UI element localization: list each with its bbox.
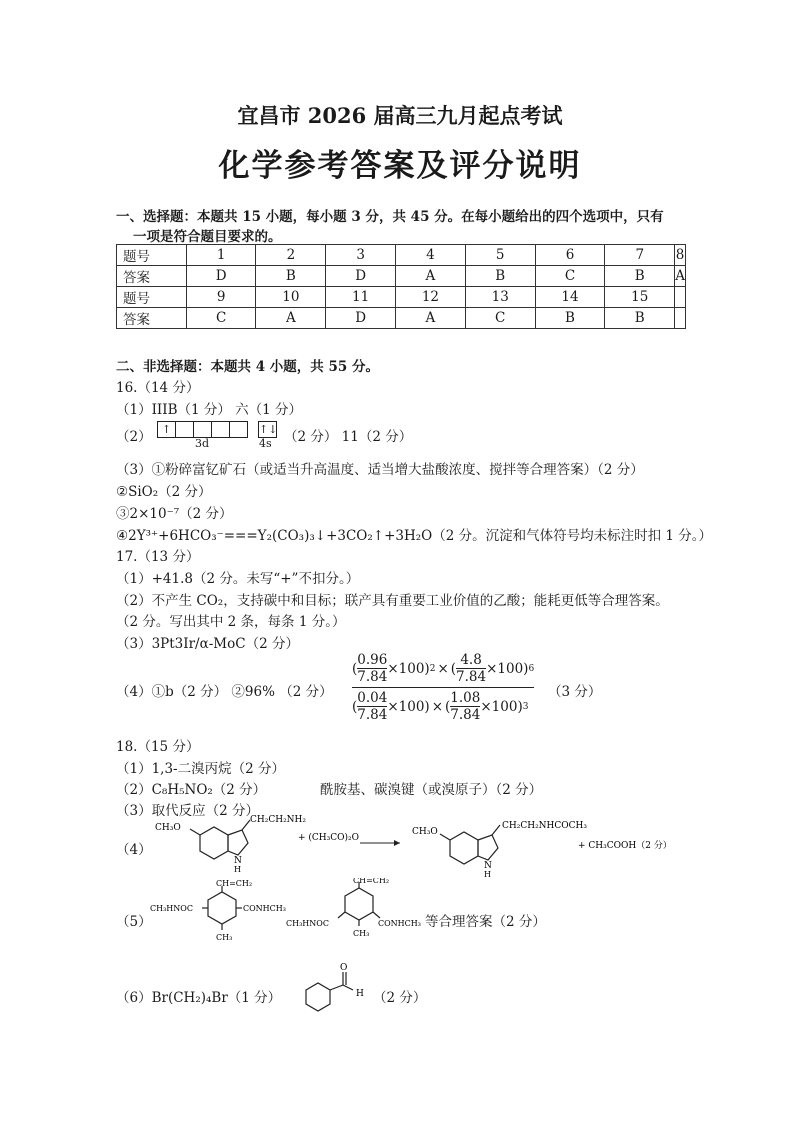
denominator: 7.84 (450, 707, 481, 723)
orbital-diagram-3d (157, 419, 247, 438)
table-cell: 题号 (117, 287, 187, 308)
amide-right-1: CONHCH₃ (243, 904, 286, 913)
q18-line1: （1）1,3-二溴丙烷（2 分） (116, 761, 286, 777)
table-cell: 10 (256, 287, 326, 308)
table-cell: 1 (186, 245, 256, 266)
table-cell: 7 (605, 245, 675, 266)
table-cell: A (675, 266, 686, 287)
amide-left-1: CH₃HNOC (150, 904, 193, 913)
table-cell: B (256, 266, 326, 287)
melatonin-structure (440, 825, 500, 864)
fraction (357, 652, 387, 685)
benzaldehyde-structure (298, 960, 368, 1015)
q16-line3: （3）①粉碎富钇矿石（或适当升高温度、适当增大盐酸浓度、搅拌等合理答案）（2 分） (116, 462, 644, 478)
numerator: 4.8 (460, 652, 482, 668)
numerator: 0.96 (357, 652, 388, 668)
paren: ( (450, 660, 457, 677)
numerator: 0.04 (357, 690, 388, 706)
answer-table (116, 244, 686, 329)
q18-line5-label: （5） (116, 914, 152, 930)
section1-line1: 一、选择题：本题共 15 小题，每小题 3 分，共 45 分。在每小题给出的四个选项中，只有 (116, 209, 664, 225)
orbital-box (175, 421, 194, 438)
amide-left-2: CH₃HNOC (286, 919, 329, 928)
table-cell: 5 (465, 245, 535, 266)
methyl-2: CH₃ (353, 929, 370, 938)
orbital-box (211, 421, 230, 438)
q17-line3: （2 分。写出其中 2 条，每条 1 分。） (116, 614, 346, 630)
orbital-diagram-4s (258, 419, 276, 438)
fraction (456, 652, 486, 685)
fraction-bar (352, 687, 534, 688)
q18-line6-score: （2 分） (373, 990, 427, 1006)
q17-line5-suffix: （3 分） (548, 684, 602, 700)
table-cell: 11 (326, 287, 396, 308)
multiply: × (437, 660, 449, 677)
table-cell: B (605, 266, 675, 287)
table-cell: 15 (605, 287, 675, 308)
table-cell: C (465, 308, 535, 329)
table-cell: C (535, 266, 605, 287)
table-cell: D (186, 266, 256, 287)
fraction-numerator (352, 652, 534, 685)
vinyl-2: CH=CH₂ (353, 878, 390, 885)
q18-line2a: （2）C₈H₅NO₂（2 分） (116, 782, 267, 798)
isomer1-ring (202, 886, 242, 930)
table-cell: 答案 (117, 266, 187, 287)
q16-line6: ④2Y³⁺+6HCO₃⁻===Y₂(CO₃)₃↓+3CO₂↑+3H₂O（2 分。沉淀和气体符号均未标注时扣 1 分。） (116, 528, 713, 544)
table-cell: A (396, 308, 466, 329)
table-cell: 8 (675, 245, 686, 266)
times-100: ×100) (486, 660, 529, 677)
table-cell: 14 (535, 287, 605, 308)
q17-line4: （3）3Pt3Ir/α-MoC（2 分） (116, 636, 299, 652)
denominator: 7.84 (456, 669, 487, 685)
q17-line2: （2）不产生 CO₂，支持碳中和目标；联产具有重要工业价值的乙酸；能耗更低等合理答案。 (116, 593, 669, 609)
q17-line1: （1）+41.8（2 分。未写“+”不扣分。） (116, 571, 360, 587)
q17-line5-prefix: （4）①b（2 分） ②96% （2 分） (116, 684, 333, 700)
q18-line5-note: 等合理答案（2 分） (425, 914, 546, 930)
multiply: × (431, 698, 444, 715)
table-cell: 4 (396, 245, 466, 266)
table-cell: B (465, 266, 535, 287)
table-cell: 答案 (117, 308, 187, 329)
denominator: 7.84 (357, 669, 388, 685)
q18-line2b: 酰胺基、碳溴键（或溴原子）（2 分） (320, 782, 543, 798)
nh-label-left: N (234, 856, 242, 866)
chain-left: CH₂CH₂NH₂ (250, 815, 307, 825)
table-row (117, 245, 686, 266)
times-100: ×100) (480, 698, 523, 715)
table-cell: 13 (465, 287, 535, 308)
melatonin-precursor-structure (190, 820, 250, 859)
section1-line2: 一项是符合题目要求的。 (133, 229, 282, 245)
h-label-left: H (234, 865, 241, 874)
exponent: 2 (429, 663, 436, 674)
isomer2-ring (338, 882, 380, 926)
times-100: ×100) (387, 698, 430, 715)
amide-right-2: CONHCH₃ (378, 919, 421, 928)
orbital-box: ↑↓ (259, 423, 278, 436)
orbital-box: ↑ (157, 421, 176, 438)
table-cell (675, 287, 686, 308)
methoxy-left: CH₃O (155, 823, 181, 833)
orbital-label-4s: 4s (259, 437, 272, 450)
table-cell: 3 (326, 245, 396, 266)
reagent: + (CH₃CO)₂O (298, 833, 360, 843)
nh-label-right: N (484, 861, 492, 871)
table-cell: 6 (535, 245, 605, 266)
chain-right: CH₂CH₂NHCOCH₃ (502, 821, 588, 831)
exam-title: 宜昌市 2026 届高三九月起点考试 (237, 103, 563, 128)
exponent: 3 (522, 701, 529, 712)
table-cell: A (396, 266, 466, 287)
table-cell: 12 (396, 287, 466, 308)
table-cell: B (535, 308, 605, 329)
q18-line6: （6）Br(CH₂)₄Br（1 分） (116, 990, 282, 1006)
reaction-scheme (150, 810, 690, 880)
numerator: 1.08 (450, 690, 481, 706)
methyl-1: CH₃ (216, 933, 233, 942)
table-cell: A (256, 308, 326, 329)
h-label-right: H (484, 870, 491, 879)
q16-line4: ②SiO₂（2 分） (116, 484, 212, 500)
equilibrium-fraction (352, 652, 534, 723)
q18-heading: 18.（15 分） (116, 739, 200, 755)
table-cell (675, 308, 686, 329)
document-subtitle: 化学参考答案及评分说明 (218, 148, 582, 184)
orbital-box (193, 421, 212, 438)
q16-line1: （1）IIIB（1 分） 六（1 分） (116, 402, 303, 418)
orbital-box (229, 421, 248, 438)
paren: ( (352, 660, 358, 677)
fraction (450, 690, 480, 723)
table-row (117, 287, 686, 308)
benzaldehyde-ring (306, 972, 353, 1011)
q16-line2-prefix: （2） (116, 429, 152, 445)
q18-line4-label: （4） (116, 842, 152, 858)
methoxy-right: CH₃O (412, 827, 438, 837)
oxygen-label: O (340, 963, 348, 973)
table-cell: D (326, 308, 396, 329)
orbital-label-3d: 3d (195, 437, 210, 450)
hydrogen-label: H (356, 989, 364, 999)
paren: ( (445, 698, 451, 715)
table-row (117, 308, 686, 329)
arrow-head (394, 840, 400, 846)
fraction-denominator (352, 690, 534, 723)
q16-line5: ③2×10⁻⁷（2 分） (116, 506, 233, 522)
fraction (357, 690, 387, 723)
table-cell: D (326, 266, 396, 287)
table-cell: 9 (186, 287, 256, 308)
byproduct: + CH₃COOH（2 分） (578, 841, 672, 851)
q18-line3: （3）取代反应（2 分） (116, 803, 259, 819)
q16-heading: 16.（14 分） (116, 380, 200, 396)
times-100: ×100) (387, 660, 430, 677)
paren: ( (352, 698, 358, 715)
q17-heading: 17.（13 分） (116, 549, 200, 565)
section2-heading: 二、非选择题：本题共 4 小题，共 55 分。 (116, 359, 379, 375)
table-cell: 题号 (117, 245, 187, 266)
table-cell: 2 (256, 245, 326, 266)
vinyl-1: CH=CH₂ (216, 879, 253, 888)
q16-line2-suffix: （2 分） 11（2 分） (284, 429, 413, 445)
exponent: 6 (528, 663, 535, 674)
table-row (117, 266, 686, 287)
table-cell: C (186, 308, 256, 329)
isomer-structures (150, 878, 430, 950)
denominator: 7.84 (357, 707, 388, 723)
table-cell: B (605, 308, 675, 329)
